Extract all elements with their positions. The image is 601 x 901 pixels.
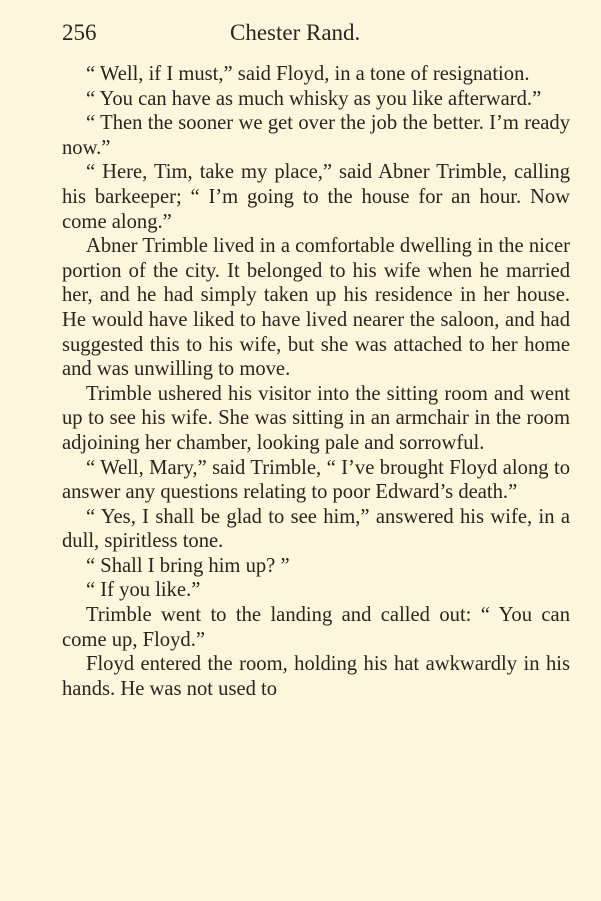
paragraph: “ Yes, I shall be glad to see him,” answered his wife, in a dull, spiritless tone. (62, 505, 570, 553)
paragraph: Floyd entered the room, holding his hat awkwardly in his hands. He was not used to (62, 653, 570, 700)
paragraph: “ You can have as much whisky as you like afterward.” (86, 87, 542, 110)
paragraph: “ Well, Mary,” said Trimble, “ I’ve brought Floyd along to answer any questions relating to poor Edward’s death.” (62, 456, 570, 504)
paragraph: Trimble went to the landing and called out: “ You can come up, Floyd.” (62, 604, 570, 651)
paragraph: Abner Trimble lived in a comfortable dwelling in the nicer portion of the city. It belonged to his wife when he married her, and he had simply taken up his residence in her house. He would have liked to have lived nearer the saloon, and had suggested this to his wife, but she was attached to her home and was unwilling to move. (62, 235, 570, 381)
paragraph: “ If you like.” (86, 579, 201, 602)
page-header (62, 20, 573, 50)
paragraph: “ Then the sooner we get over the job the better. I’m ready now.” (62, 112, 570, 159)
paragraph: “ Here, Tim, take my place,” said Abner Trimble, calling his barkeeper; “ I’m going to the house for an hour. Now come along.” (62, 161, 570, 233)
running-title: Chester Rand. (230, 20, 361, 45)
paragraph: “ Well, if I must,” said Floyd, in a tone of resignation. (86, 63, 530, 85)
paragraph: Trimble ushered his visitor into the sitting room and went up to see his wife. She was sitting in an armchair in the room adjoining her chamber, looking pale and sorrowful. (62, 382, 570, 454)
body-text (62, 62, 570, 701)
page-number: 256 (62, 20, 97, 45)
paragraph: “ Shall I bring him up? ” (86, 554, 290, 577)
